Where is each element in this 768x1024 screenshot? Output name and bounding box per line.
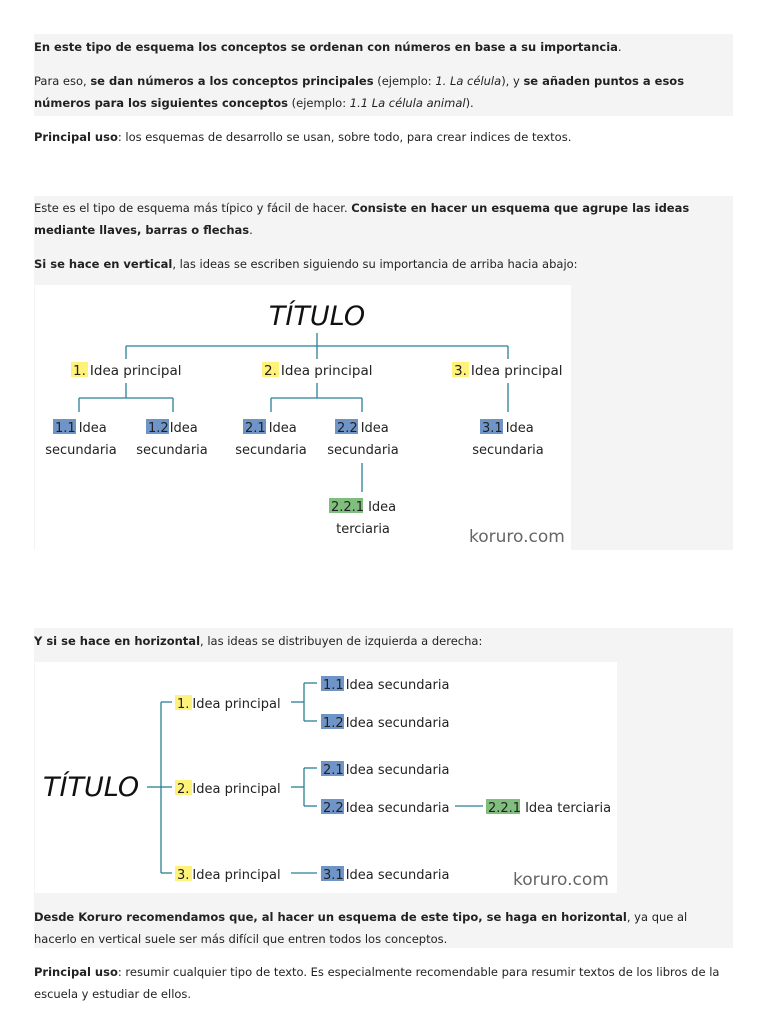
h-sec-3: 2.1 Idea secundaria: [323, 763, 450, 778]
paragraph-typical: Este es el tipo de esquema más típico y fácil de hacer. Consiste en hacer un esquema que agrupe las ideas mediante llaves, barras o flechas.: [34, 201, 690, 237]
v-sec-2: 1.2Idea: [148, 421, 198, 436]
vertical-diagram: [35, 285, 571, 550]
v-main-3: 3. Idea principal: [454, 363, 563, 379]
h-sec-5: 3.1 Idea secundaria: [323, 868, 450, 883]
h-sec-2: 1.2 Idea secundaria: [323, 716, 450, 731]
h-tertiary: 2.2.1 Idea terciaria: [488, 801, 612, 816]
paragraph-numbers: Para eso, se dan números a los conceptos principales (ejemplo: 1. La célula), y se añaden puntos a esos números para los siguientes conceptos (ejemplo: 1.1 La célula animal).: [34, 74, 685, 110]
v-sec-3-line2: secundaria: [235, 443, 307, 458]
h-sec-1: 1.1 Idea secundaria: [323, 678, 450, 693]
h-sec-4: 2.2 Idea secundaria: [323, 801, 450, 816]
h-main-2: 2. Idea principal: [177, 782, 281, 797]
paragraph-horizontal: Y si se hace en horizontal, las ideas se distribuyen de izquierda a derecha:: [34, 634, 483, 648]
v-tertiary-line2: terciaria: [336, 522, 390, 537]
paragraph-vertical: Si se hace en vertical, las ideas se escriben siguiendo su importancia de arriba hacia abajo:: [34, 257, 578, 271]
v-sec-5-line2: secundaria: [472, 443, 544, 458]
h-main-1: 1. Idea principal: [177, 697, 281, 712]
paragraph-intro: En este tipo de esquema los conceptos se ordenan con números en base a su importancia.: [34, 40, 622, 54]
v-main-1: 1. Idea principal: [73, 363, 182, 379]
paragraph-use-1: Principal uso: los esquemas de desarrollo se usan, sobre todo, para crear indices de textos.: [34, 130, 572, 144]
v-main-2: 2. Idea principal: [264, 363, 373, 379]
h-main-3: 3. Idea principal: [177, 868, 281, 883]
v-sec-1-line2: secundaria: [45, 443, 117, 458]
horizontal-diagram: [35, 662, 617, 893]
v-sec-5: 3.1 Idea: [482, 421, 534, 436]
h-logo: koruro.com: [513, 870, 609, 890]
vertical-diagram-svg: [35, 285, 571, 550]
horizontal-diagram-svg: [35, 662, 617, 893]
vertical-title: TÍTULO: [268, 301, 366, 332]
v-sec-4-line2: secundaria: [327, 443, 399, 458]
paragraph-use-2: Principal uso: resumir cualquier tipo de texto. Es especialmente recomendable para resumir textos de los libros de la escuela y estudiar de ellos.: [34, 965, 720, 1001]
v-sec-4: 2.2 Idea: [337, 421, 389, 436]
v-sec-1: 1.1 Idea: [55, 421, 107, 436]
vertical-connectors: [79, 333, 508, 492]
v-sec-2-line2: secundaria: [136, 443, 208, 458]
v-logo: koruro.com: [469, 527, 565, 547]
v-tertiary: 2.2.1 Idea: [331, 500, 397, 515]
paragraph-recommend: Desde Koruro recomendamos que, al hacer un esquema de este tipo, se haga en horizontal, ya que al hacerlo en vertical suele ser más difícil que entren todos los conceptos.: [34, 910, 688, 946]
intro-bold: En este tipo de esquema los conceptos se ordenan con números en base a su importancia: [34, 40, 618, 54]
horizontal-title: TÍTULO: [43, 772, 140, 803]
v-sec-3: 2.1 Idea: [245, 421, 297, 436]
